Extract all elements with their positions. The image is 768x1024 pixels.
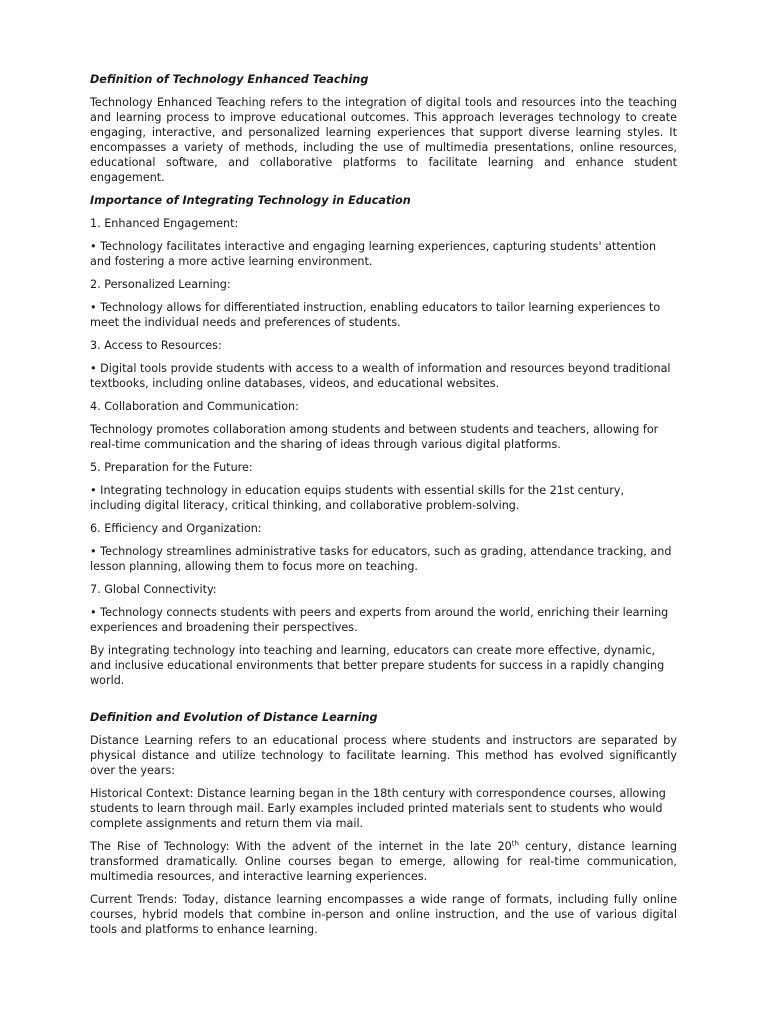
section-heading-importance: Importance of Integrating Technology in Education (90, 194, 411, 207)
item-title-1: 1. Enhanced Engagement: (90, 217, 239, 230)
item-text-1: • Technology facilitates interactive and engaging learning experiences, capturing students' attention and fostering a more active learning environment. (90, 240, 657, 268)
item-title-7: 7. Global Connectivity: (90, 583, 217, 596)
historical-context-paragraph: Historical Context: Distance learning began in the 18th century with correspondence courses, allowing students to learn through mail. Early examples included printed materials sent to students who would complete assignments and return them via mail. (90, 787, 666, 830)
rise-of-technology-paragraph (90, 839, 677, 884)
rise-text-end: century, distance learning transformed dramatically. Online courses began to emerge, allowing for real-time communication, multimedia resources, and interactive learning experiences. (90, 840, 677, 883)
item-text-2: • Technology allows for differentiated instruction, enabling educators to tailor learning experiences to meet the individual needs and preferences of students. (90, 301, 661, 329)
section-heading-technology-enhanced-teaching: Definition of Technology Enhanced Teaching (90, 73, 369, 86)
item-text-3: • Digital tools provide students with access to a wealth of information and resources beyond traditional textbooks, including online databases, videos, and educational websites. (90, 362, 671, 390)
document-body (90, 72, 677, 945)
current-trends-paragraph: Current Trends: Today, distance learning encompasses a wide range of formats, including fully online courses, hybrid models that combine in-person and online instruction, and the use of various digital tools and platforms to enhance learning. (90, 893, 677, 936)
section-heading-distance-learning: Definition and Evolution of Distance Learning (90, 711, 378, 724)
item-text-7: • Technology connects students with peers and experts from around the world, enriching their learning experiences and broadening their perspectives. (90, 606, 669, 634)
ordinal-superscript: th (511, 839, 519, 848)
item-text-4: Technology promotes collaboration among students and between students and teachers, allowing for real-time communication and the sharing of ideas through various digital platforms. (90, 423, 659, 451)
definition-paragraph: Technology Enhanced Teaching refers to the integration of digital tools and resources into the teaching and learning process to improve educational outcomes. This approach leverages technology to create engaging, interactive, and personalized learning experiences that support diverse learning styles. It encompasses a variety of methods, including the use of multimedia presentations, online resources, educational software, and collaborative platforms to facilitate learning and enhance student engagement. (90, 96, 677, 184)
item-title-4: 4. Collaboration and Communication: (90, 400, 299, 413)
item-title-3: 3. Access to Resources: (90, 339, 222, 352)
distance-learning-intro: Distance Learning refers to an educational process where students and instructors are separated by physical distance and utilize technology to facilitate learning. This method has evolved significantly over the years: (90, 734, 677, 777)
item-text-5: • Integrating technology in education equips students with essential skills for the 21st century, including digital literacy, critical thinking, and collaborative problem-solving. (90, 484, 625, 512)
rise-text-start: The Rise of Technology: With the advent of the internet in the late 20 (90, 840, 512, 853)
item-title-6: 6. Efficiency and Organization: (90, 522, 262, 535)
conclusion-paragraph: By integrating technology into teaching and learning, educators can create more effective, dynamic, and inclusive educational environments that better prepare students for success in a rapidly changing world. (90, 644, 665, 687)
item-title-2: 2. Personalized Learning: (90, 278, 231, 291)
item-text-6: • Technology streamlines administrative tasks for educators, such as grading, attendance tracking, and lesson planning, allowing them to focus more on teaching. (90, 545, 672, 573)
item-title-5: 5. Preparation for the Future: (90, 461, 253, 474)
